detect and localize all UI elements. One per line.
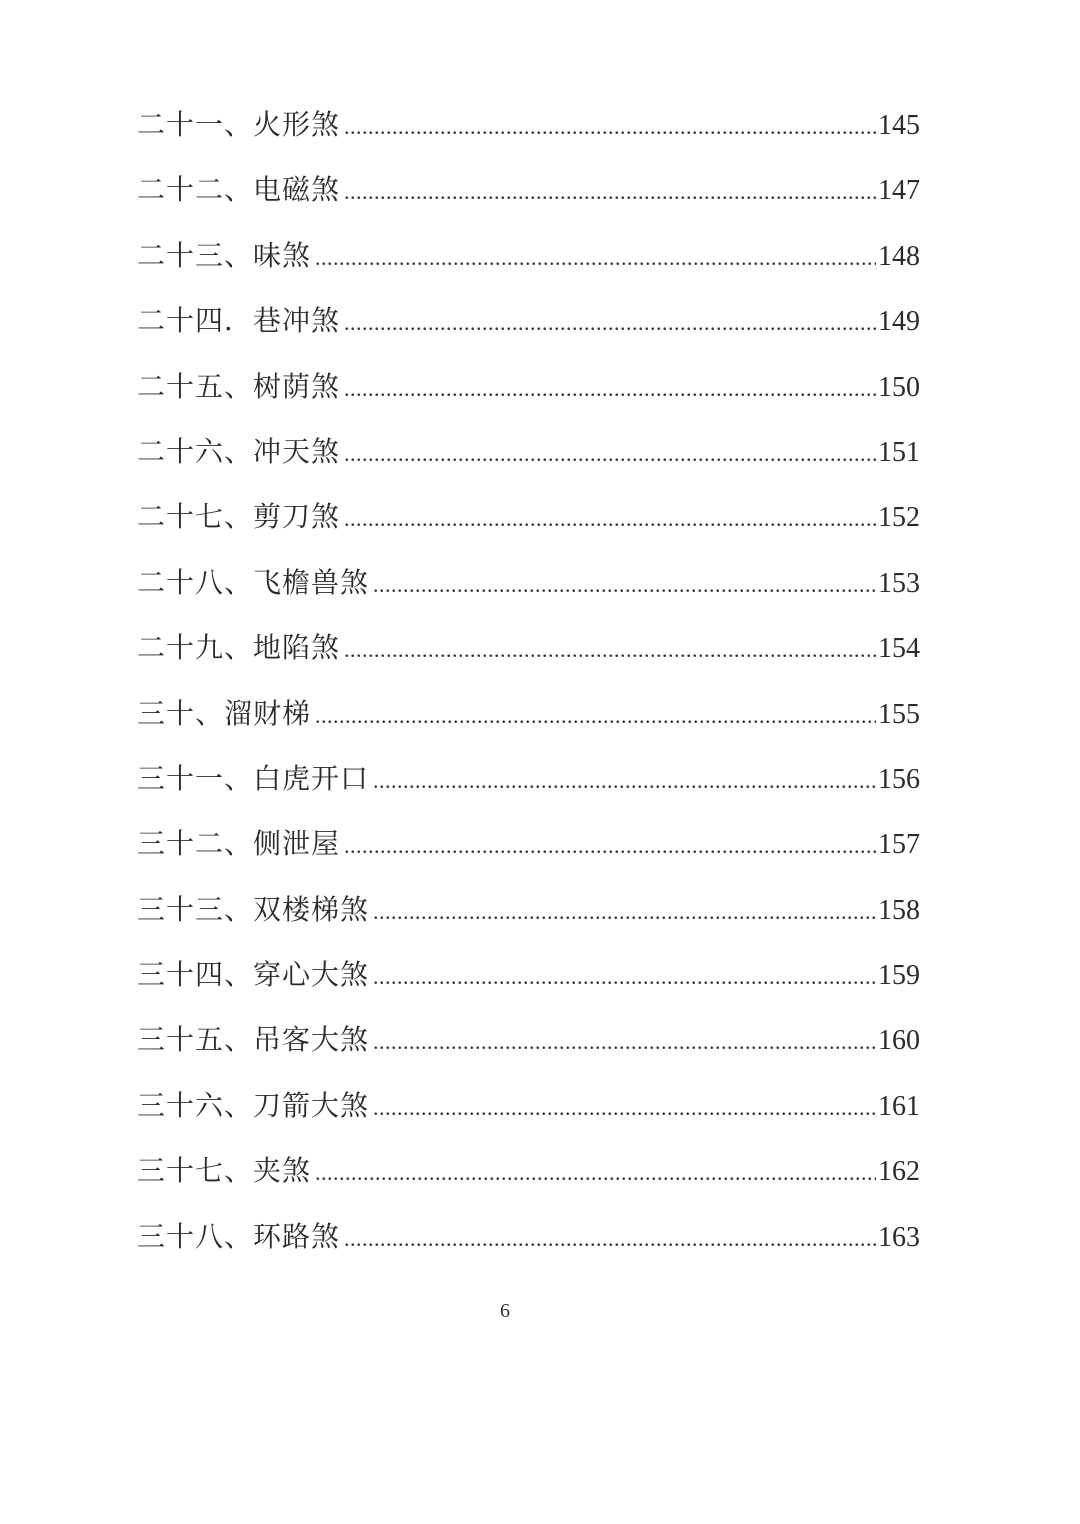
- toc-entry: [137, 681, 920, 746]
- toc-entry: [137, 157, 920, 222]
- toc-entry-title: 三十六、刀箭大煞: [137, 1088, 370, 1122]
- toc-entry-title: 三十七、夹煞: [137, 1154, 312, 1188]
- toc-entry: [137, 877, 920, 942]
- toc-entry: [137, 1204, 920, 1269]
- toc-entry-page: 157: [878, 829, 920, 861]
- toc-dot-leader: [373, 1075, 876, 1140]
- toc-entry-title: 二十二、电磁煞: [137, 173, 341, 207]
- toc-entry: [137, 550, 920, 615]
- toc-entry: [137, 223, 920, 288]
- toc-entry: [137, 1138, 920, 1203]
- toc-entry-title: 二十四．巷冲煞: [137, 304, 341, 338]
- toc-entry: [137, 354, 920, 419]
- toc-entry: [137, 1007, 920, 1072]
- toc-entry: [137, 484, 920, 549]
- toc-dot-leader: [344, 356, 876, 421]
- toc-entry-page: 151: [878, 436, 920, 468]
- toc-entry-title: 三十、溜财梯: [137, 696, 312, 730]
- page-number: 6: [500, 1300, 510, 1322]
- toc-entry-title: 三十五、吊客大煞: [137, 1023, 370, 1057]
- toc-dot-leader: [344, 617, 876, 682]
- toc-entry: [137, 942, 920, 1007]
- toc-entry-page: 152: [878, 502, 920, 534]
- toc-dot-leader: [344, 290, 876, 355]
- toc-entry-page: 156: [878, 763, 920, 795]
- toc-entry: [137, 811, 920, 876]
- toc-entry-page: 147: [878, 175, 920, 207]
- toc-entry-page: 159: [878, 960, 920, 992]
- toc-dot-leader: [344, 1206, 876, 1271]
- toc-entry: [137, 746, 920, 811]
- toc-entry: [137, 288, 920, 353]
- toc-dot-leader: [344, 421, 876, 486]
- toc-entry-page: 148: [878, 240, 920, 272]
- toc-entry-page: 163: [878, 1221, 920, 1253]
- toc-dot-leader: [344, 94, 876, 159]
- toc-dot-leader: [373, 552, 876, 617]
- toc-dot-leader: [344, 486, 876, 551]
- toc-entry-title: 二十五、树荫煞: [137, 369, 341, 403]
- toc-dot-leader: [344, 813, 876, 878]
- toc-entry: [137, 92, 920, 157]
- toc-dot-leader: [315, 225, 876, 290]
- toc-entry-page: 149: [878, 306, 920, 338]
- toc-entry-page: 162: [878, 1156, 920, 1188]
- toc-entry-page: 153: [878, 567, 920, 599]
- toc-entry-title: 二十一、火形煞: [137, 108, 341, 141]
- toc-entry-title: 三十四、穿心大煞: [137, 958, 370, 992]
- toc-entry-page: 160: [878, 1025, 920, 1057]
- toc-entry-page: 155: [878, 698, 920, 730]
- toc-entry-page: 158: [878, 894, 920, 926]
- toc-entry-title: 二十三、味煞: [137, 238, 312, 272]
- toc-dot-leader: [373, 944, 876, 1009]
- toc-entry-title: 三十三、双楼梯煞: [137, 892, 370, 926]
- toc-entry-title: 二十六、冲天煞: [137, 434, 341, 468]
- toc-dot-leader: [373, 879, 876, 944]
- toc-entry-page: 154: [878, 633, 920, 665]
- toc-entry: [137, 615, 920, 680]
- toc-dot-leader: [315, 683, 876, 748]
- toc-entry-page: 161: [878, 1090, 920, 1122]
- toc-entry-title: 二十九、地陷煞: [137, 631, 341, 665]
- toc-entry: [137, 419, 920, 484]
- toc-entry-title: 三十二、侧泄屋: [137, 827, 341, 861]
- toc-dot-leader: [344, 159, 876, 224]
- toc-entry-page: 145: [878, 110, 920, 141]
- table-of-contents: [137, 92, 920, 1269]
- toc-entry-title: 三十一、白虎开口: [137, 761, 370, 795]
- toc-dot-leader: [373, 1009, 876, 1074]
- toc-dot-leader: [373, 748, 876, 813]
- toc-entry-page: 150: [878, 371, 920, 403]
- toc-entry-title: 二十八、飞檐兽煞: [137, 565, 370, 599]
- toc-entry-title: 二十七、剪刀煞: [137, 500, 341, 534]
- toc-dot-leader: [315, 1140, 876, 1205]
- toc-entry-title: 三十八、环路煞: [137, 1219, 341, 1253]
- toc-entry: [137, 1073, 920, 1138]
